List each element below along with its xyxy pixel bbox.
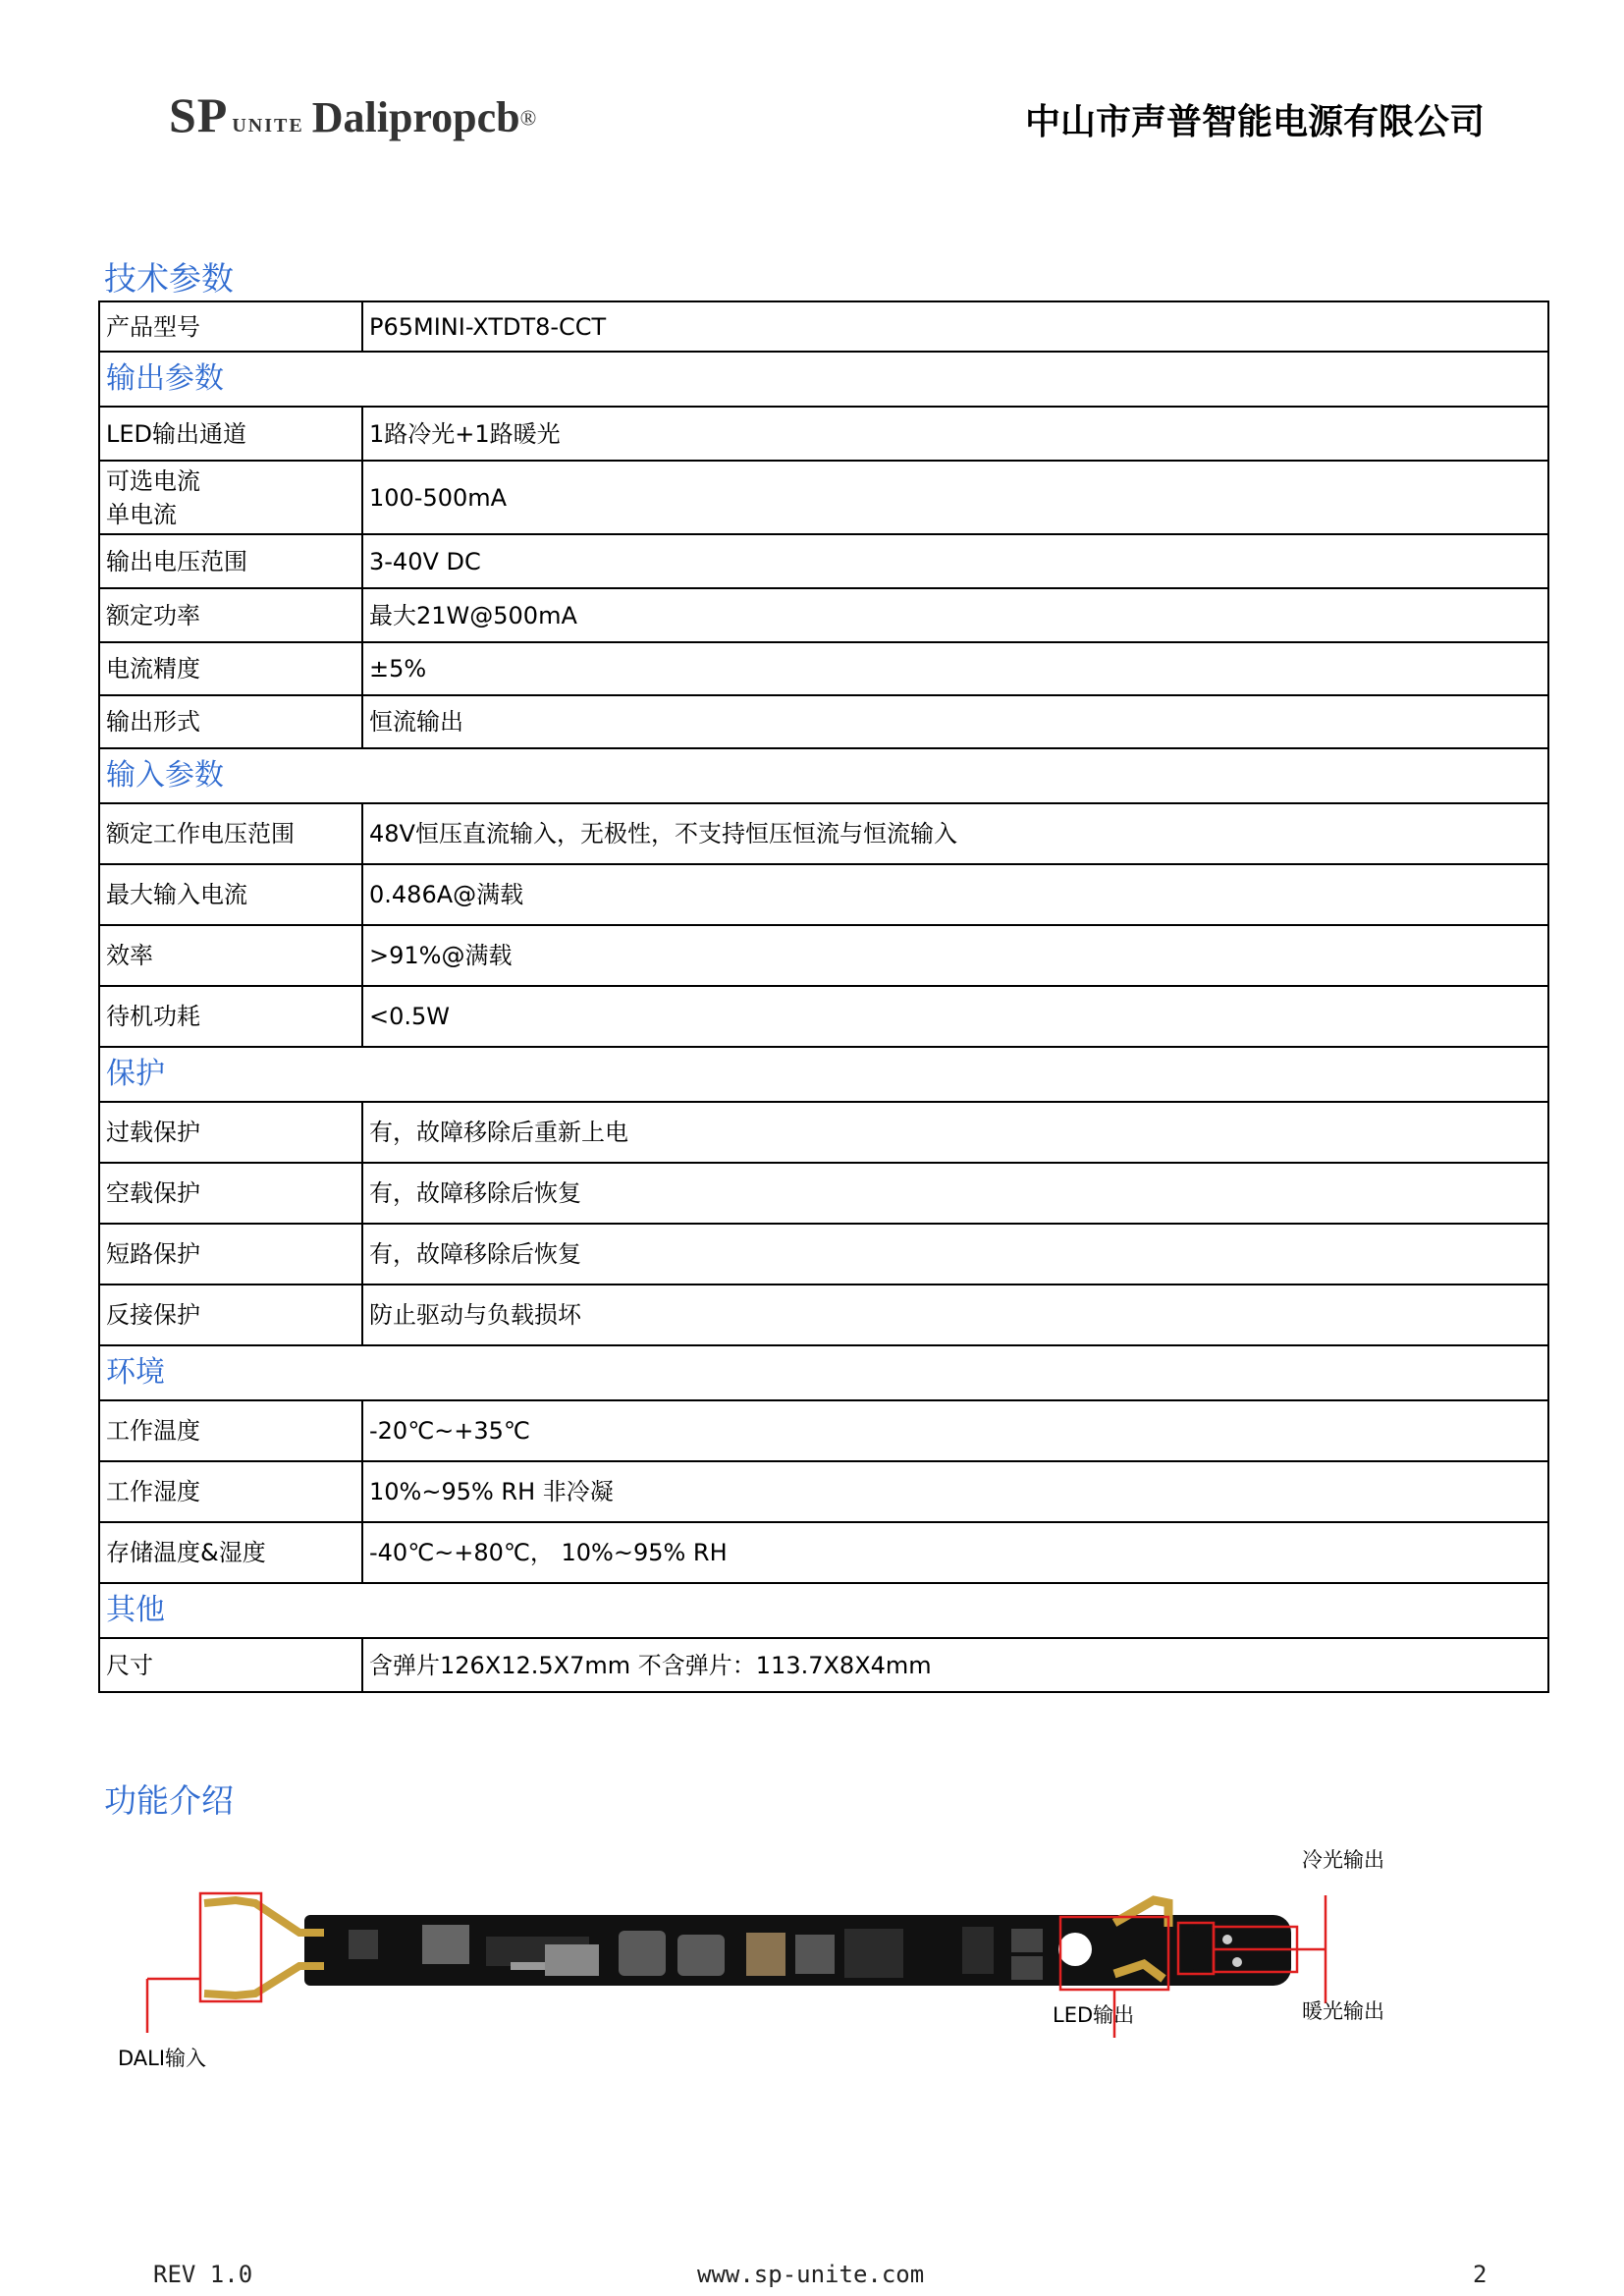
spec-value: >91%@满载 — [362, 925, 1548, 986]
spec-group-heading: 保护 — [99, 1047, 1548, 1102]
spec-group-row — [99, 1345, 1548, 1400]
spec-row — [99, 1163, 1548, 1224]
spec-group-heading: 输入参数 — [99, 748, 1548, 803]
spec-row — [99, 1522, 1548, 1583]
spec-row — [99, 925, 1548, 986]
spec-row — [99, 642, 1548, 695]
spec-label: 电流精度 — [99, 642, 362, 695]
spec-value: 1路冷光+1路暖光 — [362, 407, 1548, 461]
spec-row — [99, 803, 1548, 864]
spec-label: 可选电流 单电流 — [99, 461, 362, 534]
logo-unite: UNITE — [232, 115, 304, 137]
spec-row — [99, 1638, 1548, 1692]
spec-group-row — [99, 748, 1548, 803]
spec-value: P65MINI-XTDT8-CCT — [362, 301, 1548, 352]
spec-value: 防止驱动与负载损坏 — [362, 1285, 1548, 1345]
brand-logo — [169, 86, 536, 155]
feature-section-title: 功能介绍 — [104, 1781, 234, 1820]
spec-value: -20℃~+35℃ — [362, 1400, 1548, 1461]
cold-output-label: 冷光输出 — [1302, 1848, 1384, 1872]
spec-label: 效率 — [99, 925, 362, 986]
logo-brand: Dalipropcb — [311, 93, 520, 141]
spec-value: 有，故障移除后恢复 — [362, 1224, 1548, 1285]
logo-sp: SP — [169, 87, 229, 142]
warm-output-label: 暖光输出 — [1302, 1999, 1384, 2023]
spec-value: 10%~95% RH 非冷凝 — [362, 1461, 1548, 1522]
spec-group-heading: 其他 — [99, 1583, 1548, 1638]
spec-value: <0.5W — [362, 986, 1548, 1047]
pcb-diagram — [98, 1846, 1394, 2092]
spec-row — [99, 864, 1548, 925]
spec-row — [99, 695, 1548, 748]
spec-row — [99, 1102, 1548, 1163]
spec-value: 含弹片126X12.5X7mm 不含弹片：113.7X8X4mm — [362, 1638, 1548, 1692]
spec-label: 输出形式 — [99, 695, 362, 748]
footer-website: www.sp-unite.com — [697, 2261, 925, 2288]
spec-row — [99, 1461, 1548, 1522]
spec-label: 存储温度&湿度 — [99, 1522, 362, 1583]
spec-row — [99, 1224, 1548, 1285]
spec-value: 3-40V DC — [362, 534, 1548, 588]
spec-value: 有，故障移除后重新上电 — [362, 1102, 1548, 1163]
spec-section-title: 技术参数 — [104, 259, 234, 298]
spec-label: 额定功率 — [99, 588, 362, 642]
spec-group-row — [99, 1047, 1548, 1102]
spec-label: 待机功耗 — [99, 986, 362, 1047]
spec-row — [99, 461, 1548, 534]
spec-label: 过载保护 — [99, 1102, 362, 1163]
spec-value: -40℃~+80℃， 10%~95% RH — [362, 1522, 1548, 1583]
spec-label: 输出电压范围 — [99, 534, 362, 588]
spec-value: 0.486A@满载 — [362, 864, 1548, 925]
spec-table — [98, 301, 1549, 1693]
spec-label: 工作湿度 — [99, 1461, 362, 1522]
spec-label: 反接保护 — [99, 1285, 362, 1345]
dali-marker-box — [200, 1893, 261, 2001]
spec-label: 额定工作电压范围 — [99, 803, 362, 864]
company-name: 中山市声普智能电源有限公司 — [1024, 102, 1485, 142]
spec-row-model — [99, 301, 1548, 352]
footer-revision: REV 1.0 — [153, 2261, 253, 2288]
spec-label: 尺寸 — [99, 1638, 362, 1692]
spec-label: 空载保护 — [99, 1163, 362, 1224]
spec-row — [99, 588, 1548, 642]
spec-value: 48V恒压直流输入，无极性，不支持恒压恒流与恒流输入 — [362, 803, 1548, 864]
spec-label: 最大输入电流 — [99, 864, 362, 925]
spec-group-row — [99, 1583, 1548, 1638]
logo-registered: ® — [519, 105, 537, 131]
spec-row — [99, 986, 1548, 1047]
spec-label: 短路保护 — [99, 1224, 362, 1285]
spec-row — [99, 534, 1548, 588]
pcb-board-drawing — [98, 1846, 1394, 2092]
spec-value: 有，故障移除后恢复 — [362, 1163, 1548, 1224]
spec-group-heading: 环境 — [99, 1345, 1548, 1400]
dali-input-label: DALI输入 — [118, 2047, 207, 2070]
spec-group-row — [99, 352, 1548, 407]
led-output-label: LED输出 — [1053, 2003, 1135, 2027]
spec-label: LED输出通道 — [99, 407, 362, 461]
spec-row — [99, 407, 1548, 461]
spec-row — [99, 1285, 1548, 1345]
spec-value: ±5% — [362, 642, 1548, 695]
spec-value: 100-500mA — [362, 461, 1548, 534]
spec-value: 最大21W@500mA — [362, 588, 1548, 642]
mount-hole — [1058, 1933, 1092, 1966]
spec-group-heading: 输出参数 — [99, 352, 1548, 407]
spec-row — [99, 1400, 1548, 1461]
footer-page-number: 2 — [1473, 2261, 1488, 2288]
spec-label: 产品型号 — [99, 301, 362, 352]
spec-label: 工作温度 — [99, 1400, 362, 1461]
spec-value: 恒流输出 — [362, 695, 1548, 748]
